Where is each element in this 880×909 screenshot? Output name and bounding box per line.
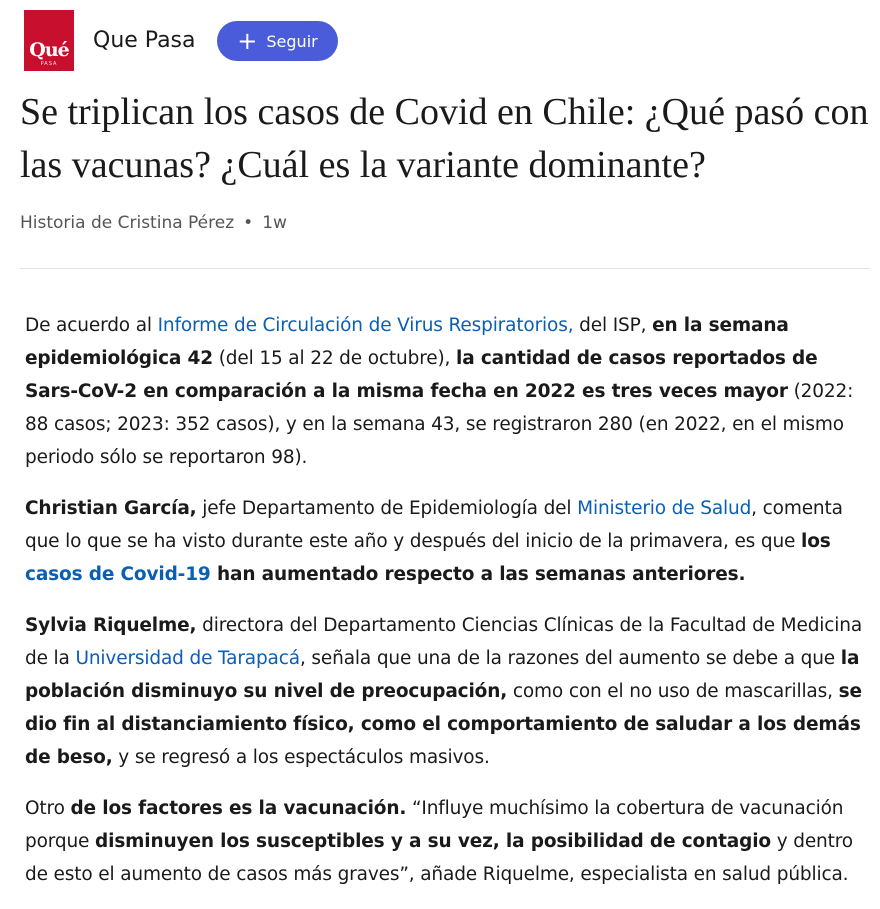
text: “Influye muchísimo la cobertura de vacunación porque	[25, 798, 844, 852]
paragraph-2	[25, 492, 870, 591]
bold-text: en la semana epidemiológica 42	[25, 315, 789, 369]
header-divider	[20, 268, 870, 269]
byline	[20, 211, 287, 235]
text: , comenta que lo que se ha visto durante este año y después del inicio de la primavera, es que	[25, 498, 843, 552]
publisher-name[interactable]: Que Pasa	[93, 28, 196, 53]
follow-button[interactable]	[217, 21, 338, 61]
text: y dentro de esto el aumento de casos más graves”, añade Riquelme, especialista en salud pública.	[25, 831, 853, 885]
text: del ISP,	[573, 315, 653, 336]
follow-button-label: Seguir	[266, 31, 318, 51]
logo-subtitle: PASA	[40, 61, 58, 67]
byline-separator: •	[243, 213, 254, 233]
paragraph-3	[25, 609, 870, 774]
bold-text: la población disminuyo su nivel de preocupación,	[25, 648, 860, 702]
text: jefe Departamento de Epidemiología del	[196, 498, 578, 519]
link-informe-virus[interactable]: Informe de Circulación de Virus Respiratorios,	[157, 315, 574, 336]
byline-age: 1w	[262, 213, 287, 233]
bold-text: han aumentado respecto a las semanas anteriores.	[210, 564, 746, 585]
bold-text: la cantidad de casos reportados de Sars-CoV-2 en comparación a la misma fecha en 2022 es tres veces mayor	[25, 348, 818, 402]
article-title: Se triplican los casos de Covid en Chile: ¿Qué pasó con las vacunas? ¿Cuál es la variante dominante?	[20, 91, 869, 186]
logo-word: Qué	[29, 39, 69, 61]
publisher-header	[0, 0, 880, 82]
text: y se regresó a los espectáculos masivos.	[112, 747, 490, 768]
link-casos-covid[interactable]: casos de Covid-19	[25, 564, 211, 585]
text: como con el no uso de mascarillas,	[507, 681, 839, 702]
bold-text: disminuyen los susceptibles y a su vez, la posibilidad de contagio	[95, 831, 771, 852]
text: directora del Departamento Ciencias Clínicas de la Facultad de Medicina de la	[25, 615, 863, 669]
paragraph-1	[25, 309, 870, 474]
paragraph-4	[25, 792, 870, 891]
bold-text: los	[801, 531, 831, 552]
byline-author: Historia de Cristina Pérez	[20, 213, 235, 233]
text: (2022: 88 casos; 2023: 352 casos), y en la semana 43, se registraron 280 (en 2022, en el mismo periodo sólo se reportaron 98).	[25, 381, 854, 468]
bold-text: de los factores es la vacunación.	[70, 798, 407, 819]
bold-text: Christian García,	[25, 498, 197, 519]
text: De acuerdo al	[25, 315, 158, 336]
plus-icon: +	[237, 27, 258, 55]
article-body	[25, 309, 870, 909]
bold-text: se dio fin al distanciamiento físico, como el comportamiento de saludar a los demás de beso,	[25, 681, 862, 768]
link-ministerio-salud[interactable]: Ministerio de Salud	[577, 498, 752, 519]
text: (del 15 al 22 de octubre),	[212, 348, 457, 369]
publisher-logo[interactable]	[24, 10, 74, 71]
text: Otro	[25, 798, 71, 819]
link-universidad-tarapaca[interactable]: Universidad de Tarapacá	[75, 648, 300, 669]
bold-text: Sylvia Riquelme,	[25, 615, 197, 636]
text: , señala que una de la razones del aumento se debe a que	[299, 648, 841, 669]
